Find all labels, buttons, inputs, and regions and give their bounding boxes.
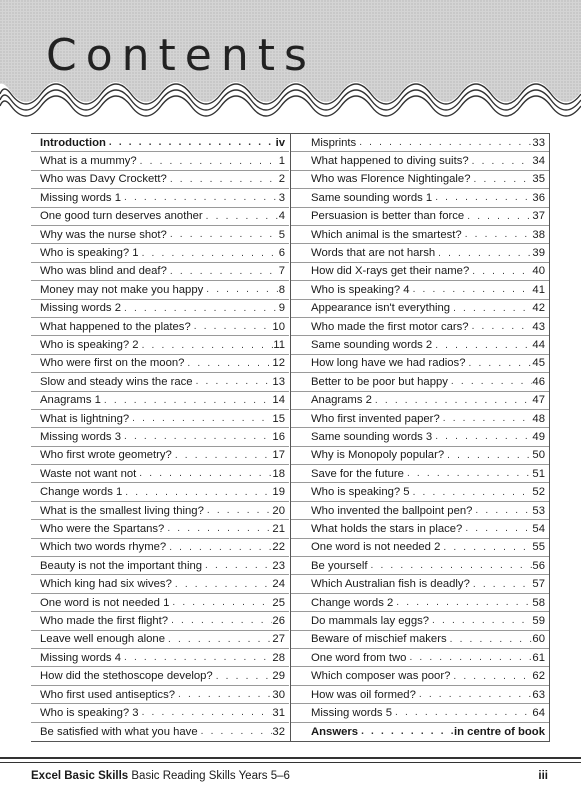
dot-leader: [165, 634, 272, 645]
dot-leader: [444, 450, 532, 461]
footer-page-number: iii: [538, 770, 548, 782]
dot-leader: [198, 726, 273, 737]
entry-page-number: 55: [532, 541, 545, 554]
entry-title: Save for the future: [311, 467, 404, 480]
contents-column-right: [290, 134, 549, 741]
contents-entry: [31, 667, 289, 685]
contents-entry: [291, 318, 549, 336]
dot-leader: [172, 450, 273, 461]
entry-page-number: 27: [272, 633, 285, 646]
entry-page-number: 6: [278, 247, 285, 260]
dot-leader: [167, 174, 279, 185]
entry-title: Missing words 4: [40, 651, 121, 664]
entry-page-number: 42: [532, 302, 545, 315]
entry-title: Appearance isn't everything: [311, 302, 451, 315]
entry-title: Which two words rhyme?: [40, 541, 167, 554]
entry-title: Who is speaking? 1: [40, 247, 139, 260]
dot-leader: [204, 505, 273, 516]
entry-title: Who first used antiseptics?: [40, 688, 175, 701]
dot-leader: [410, 284, 533, 295]
contents-entry: [31, 392, 289, 410]
entry-page-number: 43: [532, 320, 545, 333]
entry-title: Who was blind and deaf?: [40, 265, 167, 278]
dot-leader: [121, 652, 272, 663]
entry-title: What happened to diving suits?: [311, 155, 469, 168]
entry-page-number: 17: [272, 449, 285, 462]
entry-title: Same sounding words 2: [311, 339, 433, 352]
dot-leader: [432, 340, 532, 351]
entry-title: How was oil formed?: [311, 688, 416, 701]
entry-page-number: 61: [532, 651, 545, 664]
entry-title: Be yourself: [311, 559, 368, 572]
contents-entry: [291, 502, 549, 520]
entry-page-number: 7: [278, 265, 285, 278]
dot-leader: [447, 634, 533, 645]
entry-page-number: 53: [532, 504, 545, 517]
contents-entry: [31, 226, 289, 244]
entry-title: Which animal is the smartest?: [311, 228, 462, 241]
dot-leader: [193, 376, 273, 387]
entry-page-number: 34: [532, 155, 545, 168]
contents-entry: [31, 612, 289, 630]
dot-leader: [106, 137, 276, 148]
entry-title: Same sounding words 1: [311, 191, 433, 204]
dot-leader: [462, 229, 533, 240]
entry-page-number: 56: [532, 559, 545, 572]
contents-entry: [31, 134, 289, 152]
dot-leader: [440, 542, 532, 553]
entry-page-number: 52: [532, 486, 545, 499]
entry-page-number: 60: [532, 633, 545, 646]
contents-entry: [31, 539, 289, 557]
dot-leader: [213, 671, 273, 682]
entry-title: Money may not make you happy: [40, 283, 204, 296]
dot-leader: [406, 652, 532, 663]
entry-page-number: 25: [272, 596, 285, 609]
dot-leader: [432, 192, 532, 203]
dot-leader: [432, 431, 532, 442]
entry-page-number: 22: [272, 541, 285, 554]
dot-leader: [164, 523, 272, 534]
entry-page-number: 51: [532, 467, 545, 480]
contents-entry: [31, 410, 289, 428]
contents-entry: [31, 373, 289, 391]
entry-title: Waste not want not: [40, 467, 137, 480]
contents-entry: [31, 263, 289, 281]
dot-leader: [139, 707, 273, 718]
contents-entry: [31, 723, 289, 741]
entry-page-number: 35: [532, 173, 545, 186]
entry-title: Beauty is not the important thing: [40, 559, 203, 572]
dot-leader: [175, 689, 272, 700]
footer-book-title: Basic Reading Skills Years 5–6: [131, 770, 290, 782]
entry-page-number: 3: [278, 191, 285, 204]
entry-title: Who first invented paper?: [311, 412, 440, 425]
dot-leader: [450, 303, 532, 314]
entry-title: Who is speaking? 5: [311, 486, 410, 499]
entry-title: Why was the nurse shot?: [40, 228, 167, 241]
entry-page-number: 57: [532, 578, 545, 591]
entry-title: Anagrams 2: [311, 394, 372, 407]
dot-leader: [137, 156, 279, 167]
dot-leader: [429, 615, 532, 626]
contents-entry: [31, 649, 289, 667]
entry-title: One good turn deserves another: [40, 210, 203, 223]
entry-title: Who were the Spartans?: [40, 522, 165, 535]
dot-leader: [172, 579, 273, 590]
contents-entry: [31, 465, 289, 483]
entry-page-number: 11: [273, 339, 285, 352]
dot-leader: [202, 560, 272, 571]
entry-page-number: 37: [532, 210, 545, 223]
entry-title: One word from two: [311, 651, 407, 664]
entry-page-number: 28: [272, 651, 285, 664]
dot-leader: [121, 192, 279, 203]
contents-entry: [291, 189, 549, 207]
entry-title: Missing words 1: [40, 191, 121, 204]
contents-entry: [291, 336, 549, 354]
dot-leader: [169, 597, 272, 608]
entry-page-number: 5: [278, 228, 285, 241]
contents-entry: [31, 520, 289, 538]
dot-leader: [470, 579, 533, 590]
entry-title: Who invented the ballpoint pen?: [311, 504, 473, 517]
entry-title: Who first wrote geometry?: [40, 449, 172, 462]
dot-leader: [469, 266, 532, 277]
dot-leader: [167, 266, 279, 277]
dot-leader: [129, 413, 272, 424]
contents-entry: [291, 631, 549, 649]
entry-page-number: 15: [272, 412, 285, 425]
contents-column-left: [31, 134, 289, 741]
dot-leader: [356, 137, 532, 148]
entry-page-number: 44: [532, 339, 545, 352]
dot-leader: [472, 505, 532, 516]
contents-entry: [31, 189, 289, 207]
entry-title: Persuasion is better than force: [311, 210, 465, 223]
entry-title: Who is speaking? 4: [311, 283, 410, 296]
dot-leader: [166, 542, 272, 553]
contents-entry: [31, 208, 289, 226]
contents-entry: [291, 667, 549, 685]
entry-page-number: 49: [532, 430, 545, 443]
entry-page-number: 12: [272, 357, 285, 370]
entry-title: Missing words 3: [40, 430, 121, 443]
dot-leader: [136, 468, 272, 479]
dot-leader: [168, 615, 272, 626]
entry-page-number: 18: [272, 467, 285, 480]
dot-leader: [121, 431, 272, 442]
entry-page-number: 26: [272, 614, 285, 627]
contents-entry: [291, 594, 549, 612]
entry-title: How long have we had radios?: [311, 357, 466, 370]
contents-entry: [31, 631, 289, 649]
entry-title: Slow and steady wins the race: [40, 375, 193, 388]
dot-leader: [464, 211, 532, 222]
contents-entry: [291, 686, 549, 704]
contents-entry: [31, 594, 289, 612]
entry-page-number: 16: [272, 430, 285, 443]
dot-leader: [121, 303, 279, 314]
entry-title: How did the stethoscope develop?: [40, 670, 213, 683]
entry-title: Anagrams 1: [40, 394, 101, 407]
entry-title: One word is not needed 2: [311, 541, 441, 554]
dot-leader: [184, 358, 272, 369]
entry-page-number: 10: [272, 320, 285, 333]
entry-page-number: 4: [278, 210, 285, 223]
contents-entry: [291, 244, 549, 262]
entry-page-number: 36: [532, 191, 545, 204]
contents-entry: [31, 171, 289, 189]
entry-title: Who is speaking? 2: [40, 339, 139, 352]
contents-entry: [291, 723, 549, 741]
entry-title: Introduction: [40, 136, 106, 149]
entry-page-number: 47: [532, 394, 545, 407]
entry-title: What is lightning?: [40, 412, 130, 425]
dot-leader: [139, 340, 274, 351]
entry-page-number: 9: [278, 302, 285, 315]
dot-leader: [203, 284, 278, 295]
contents-entry: [31, 281, 289, 299]
dot-leader: [471, 174, 533, 185]
contents-entry: [31, 318, 289, 336]
contents-entry: [31, 300, 289, 318]
entry-title: Who made the first motor cars?: [311, 320, 469, 333]
entry-title: Who made the first flight?: [40, 614, 169, 627]
entry-title: Misprints: [311, 136, 357, 149]
contents-entry: [291, 649, 549, 667]
dot-leader: [462, 523, 532, 534]
entry-page-number: 29: [272, 670, 285, 683]
contents-entry: [31, 244, 289, 262]
contents-entry: [291, 373, 549, 391]
contents-entry: [31, 336, 289, 354]
contents-entry: [291, 208, 549, 226]
contents-entry: [291, 392, 549, 410]
dot-leader: [392, 707, 532, 718]
contents-entry: [291, 520, 549, 538]
entry-title: Words that are not harsh: [311, 247, 436, 260]
contents-entry: [291, 557, 549, 575]
entry-page-number: 62: [532, 670, 545, 683]
contents-table: [31, 133, 550, 742]
dot-leader: [404, 468, 532, 479]
entry-title: Beware of mischief makers: [311, 633, 447, 646]
entry-title: What is the smallest living thing?: [40, 504, 204, 517]
contents-entry: [291, 355, 549, 373]
entry-page-number: 20: [272, 504, 285, 517]
dot-leader: [440, 413, 533, 424]
entry-page-number: 46: [532, 375, 545, 388]
entry-title: Who is speaking? 3: [40, 706, 139, 719]
footer-rule: [0, 757, 581, 763]
entry-page-number: 39: [532, 247, 545, 260]
entry-page-number: 45: [532, 357, 545, 370]
entry-title: Change words 1: [40, 486, 123, 499]
contents-header-banner: [0, 0, 581, 128]
dot-leader: [372, 395, 533, 406]
entry-page-number: 59: [532, 614, 545, 627]
contents-entry: [31, 152, 289, 170]
contents-entry: [31, 483, 289, 501]
contents-entry: [31, 557, 289, 575]
dot-leader: [469, 321, 533, 332]
contents-entry: [31, 355, 289, 373]
entry-title: Do mammals lay eggs?: [311, 614, 430, 627]
entry-title: Missing words 5: [311, 706, 392, 719]
contents-entry: [291, 152, 549, 170]
dot-leader: [393, 597, 532, 608]
contents-entry: [291, 300, 549, 318]
entry-title: What happened to the plates?: [40, 320, 191, 333]
entry-title: Who was Florence Nightingale?: [311, 173, 471, 186]
entry-page-number: 41: [532, 283, 545, 296]
entry-page-number: 54: [532, 522, 545, 535]
entry-page-number: 38: [532, 228, 545, 241]
entry-page-number: 30: [272, 688, 285, 701]
contents-entry: [291, 171, 549, 189]
dot-leader: [368, 560, 533, 571]
entry-page-number: 58: [532, 596, 545, 609]
contents-entry: [291, 483, 549, 501]
contents-entry: [291, 539, 549, 557]
entry-title: Change words 2: [311, 596, 394, 609]
contents-entry: [31, 428, 289, 446]
entry-title: How did X-rays get their name?: [311, 265, 470, 278]
contents-entry: [31, 447, 289, 465]
contents-entry: [291, 281, 549, 299]
entry-page-number: 1: [278, 155, 285, 168]
contents-entry: [291, 134, 549, 152]
dot-leader: [416, 689, 533, 700]
entry-page-number: 50: [532, 449, 545, 462]
entry-title: Who were first on the moon?: [40, 357, 185, 370]
contents-entry: [291, 226, 549, 244]
entry-page-number: in centre of book: [453, 725, 545, 738]
dot-leader: [466, 358, 533, 369]
dot-leader: [358, 726, 454, 737]
contents-entry: [291, 410, 549, 428]
entry-title: Better to be poor but happy: [311, 375, 448, 388]
entry-title: Answers: [311, 725, 359, 738]
entry-title: One word is not needed 1: [40, 596, 170, 609]
entry-page-number: 14: [272, 394, 285, 407]
dot-leader: [167, 229, 279, 240]
entry-page-number: 21: [272, 522, 285, 535]
dot-leader: [191, 321, 273, 332]
contents-entry: [291, 612, 549, 630]
dot-leader: [410, 487, 533, 498]
dot-leader: [203, 211, 279, 222]
entry-page-number: 8: [278, 283, 285, 296]
entry-page-number: 48: [532, 412, 545, 425]
entry-page-number: 23: [272, 559, 285, 572]
entry-title: Missing words 2: [40, 302, 121, 315]
entry-page-number: 32: [272, 725, 285, 738]
contents-entry: [31, 575, 289, 593]
entry-title: Be satisfied with what you have: [40, 725, 198, 738]
entry-page-number: 33: [532, 136, 545, 149]
contents-entry: [31, 686, 289, 704]
contents-entry: [291, 447, 549, 465]
entry-title: Which composer was poor?: [311, 670, 451, 683]
entry-page-number: 13: [272, 375, 285, 388]
entry-title: Leave well enough alone: [40, 633, 165, 646]
footer-book-info: [31, 770, 290, 782]
entry-page-number: 63: [532, 688, 545, 701]
contents-entry: [291, 575, 549, 593]
entry-page-number: 24: [272, 578, 285, 591]
contents-entry: [291, 465, 549, 483]
contents-entry: [291, 704, 549, 722]
entry-title: Who was Davy Crockett?: [40, 173, 167, 186]
entry-page-number: 2: [278, 173, 285, 186]
footer-series: Excel Basic Skills: [31, 770, 129, 782]
entry-title: What is a mummy?: [40, 155, 137, 168]
dot-leader: [469, 156, 533, 167]
entry-title: What holds the stars in place?: [311, 522, 463, 535]
dot-leader: [122, 487, 272, 498]
contents-entry: [31, 704, 289, 722]
contents-entry: [291, 263, 549, 281]
entry-title: Which king had six wives?: [40, 578, 172, 591]
entry-page-number: 19: [272, 486, 285, 499]
page-title: Contents: [46, 30, 316, 81]
dot-leader: [448, 376, 533, 387]
dot-leader: [101, 395, 273, 406]
entry-title: Same sounding words 3: [311, 430, 433, 443]
entry-page-number: 64: [532, 706, 545, 719]
entry-page-number: iv: [275, 136, 285, 149]
entry-page-number: 31: [272, 706, 285, 719]
dot-leader: [139, 248, 279, 259]
dot-leader: [450, 671, 532, 682]
contents-entry: [31, 502, 289, 520]
entry-page-number: 40: [532, 265, 545, 278]
contents-entry: [291, 428, 549, 446]
dot-leader: [435, 248, 532, 259]
entry-title: Which Australian fish is deadly?: [311, 578, 470, 591]
entry-title: Why is Monopoly popular?: [311, 449, 445, 462]
